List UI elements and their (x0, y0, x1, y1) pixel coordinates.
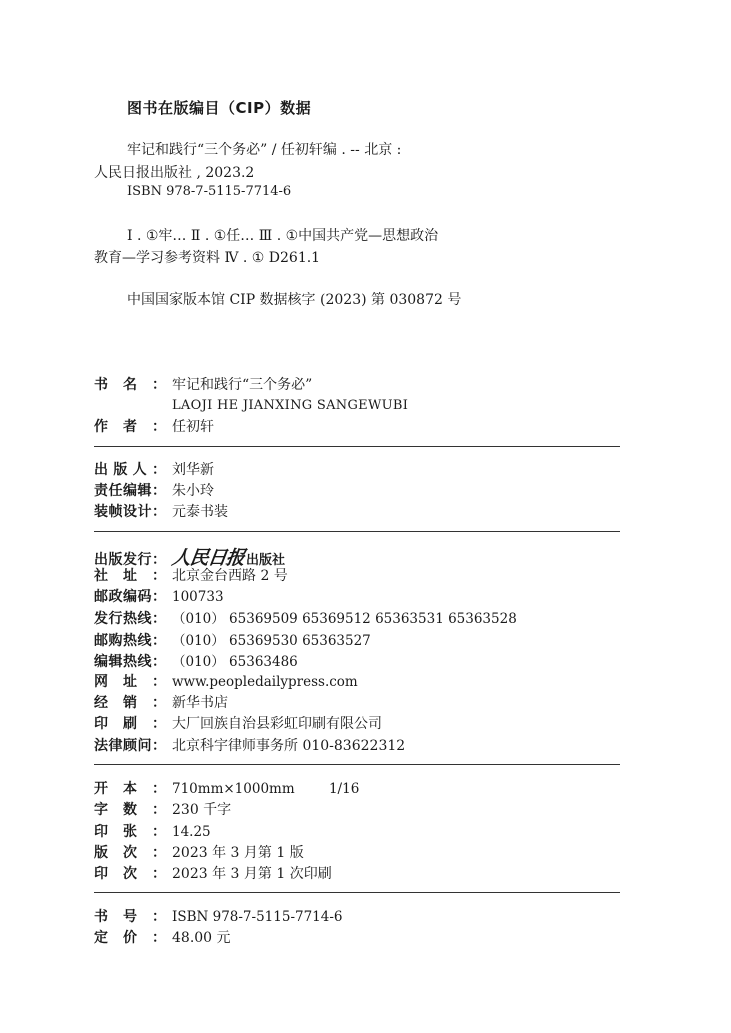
mail-hotline-row (94, 629, 371, 649)
mail-hotline-label: 邮购热线： (94, 633, 166, 649)
author-label: 作者： (94, 419, 166, 435)
words-value: 230 千字 (172, 802, 232, 818)
postcode-label: 邮政编码： (94, 589, 166, 605)
editor-value: 朱小玲 (172, 483, 214, 499)
issuer-label: 出版发行： (94, 552, 166, 568)
publisher-person-row (94, 459, 214, 479)
divider (94, 764, 620, 765)
edit-hotline-label: 编辑热线： (94, 654, 166, 670)
format-label: 开本： (94, 781, 166, 797)
issuer-row (94, 543, 286, 569)
words-row (94, 799, 231, 819)
format-row (94, 778, 359, 798)
editor-row (94, 480, 214, 500)
price-label: 定价： (94, 930, 166, 946)
divider (94, 531, 620, 532)
price-row (94, 927, 231, 947)
book-title-row (94, 374, 312, 394)
legal-label: 法律顾问： (94, 738, 166, 754)
isbn-value: ISBN 978-7-5115-7714-6 (172, 909, 343, 925)
book-title-label: 书名： (94, 377, 166, 393)
address-value: 北京金台西路 2 号 (172, 568, 288, 584)
edit-hotline-value: （010） 65363486 (172, 654, 298, 670)
author-row (94, 416, 214, 436)
publisher-person-value: 刘华新 (172, 462, 214, 478)
printer-row (94, 713, 382, 733)
publisher-person-label: 出版人： (94, 462, 166, 478)
sheets-row (94, 821, 211, 841)
website-label: 网址： (94, 674, 166, 690)
sales-hotline-label: 发行热线： (94, 611, 166, 627)
publisher-suffix: 出版社 (246, 553, 286, 568)
format-value: 710mm×1000mm 1/16 (172, 781, 360, 797)
address-label: 社址： (94, 568, 166, 584)
cip-record-number: 中国国家版本馆 CIP 数据核字 (2023) 第 030872 号 (127, 292, 462, 308)
edition-label: 版次： (94, 845, 166, 861)
design-label: 装帧设计： (94, 504, 166, 520)
design-value: 元泰书装 (172, 504, 228, 520)
cip-classification-line: Ⅰ . ①牢… Ⅱ . ①任… Ⅲ . ①中国共产党—思想政治 (127, 228, 439, 244)
printer-value: 大厂回族自治县彩虹印刷有限公司 (172, 716, 382, 732)
sheets-label: 印张： (94, 824, 166, 840)
book-title-value: 牢记和践行“三个务必” (172, 377, 313, 393)
printer-label: 印刷： (94, 716, 166, 732)
price-value: 48.00 元 (172, 930, 231, 946)
impression-value: 2023 年 3 月第 1 次印刷 (172, 866, 332, 882)
impression-row (94, 863, 332, 883)
distributor-row (94, 692, 228, 712)
sales-hotline-row (94, 607, 517, 627)
book-title-pinyin: LAOJI HE JIANXING SANGEWUBI (172, 398, 409, 413)
cip-title: 图书在版编目（CIP）数据 (127, 99, 312, 117)
isbn-label: 书号： (94, 909, 166, 925)
website-value: www.peopledailypress.com (172, 674, 358, 690)
divider (94, 446, 620, 447)
peoples-daily-logo: 人民日报 (170, 547, 246, 569)
distributor-value: 新华书店 (172, 695, 228, 711)
impression-label: 印次： (94, 866, 166, 882)
edition-value: 2023 年 3 月第 1 版 (172, 845, 304, 861)
divider (94, 892, 620, 893)
cip-isbn-line: ISBN 978-7-5115-7714-6 (127, 184, 292, 199)
mail-hotline-value: （010） 65369530 65363527 (172, 633, 371, 649)
words-label: 字数： (94, 802, 166, 818)
cip-classification-line-2: 教育—学习参考资料 Ⅳ . ① D261.1 (94, 250, 321, 266)
cip-title-line: 牢记和践行“三个务必” / 任初轩编 . -- 北京 : (127, 142, 402, 158)
isbn-row (94, 906, 343, 926)
postcode-value: 100733 (172, 589, 224, 605)
legal-value: 北京科宇律师事务所 010-83622312 (172, 738, 406, 754)
sales-hotline-value: （010） 65369509 65369512 65363531 65363528 (172, 611, 517, 627)
postcode-row (94, 586, 224, 606)
address-row (94, 565, 288, 585)
design-row (94, 501, 228, 521)
distributor-label: 经销： (94, 695, 166, 711)
legal-row (94, 735, 405, 755)
website-row (94, 671, 358, 691)
cip-publisher-line: 人民日报出版社 , 2023.2 (94, 165, 255, 181)
edit-hotline-row (94, 650, 298, 670)
author-value: 任初轩 (172, 419, 214, 435)
editor-label: 责任编辑： (94, 483, 166, 499)
edition-row (94, 842, 304, 862)
sheets-value: 14.25 (172, 824, 211, 840)
